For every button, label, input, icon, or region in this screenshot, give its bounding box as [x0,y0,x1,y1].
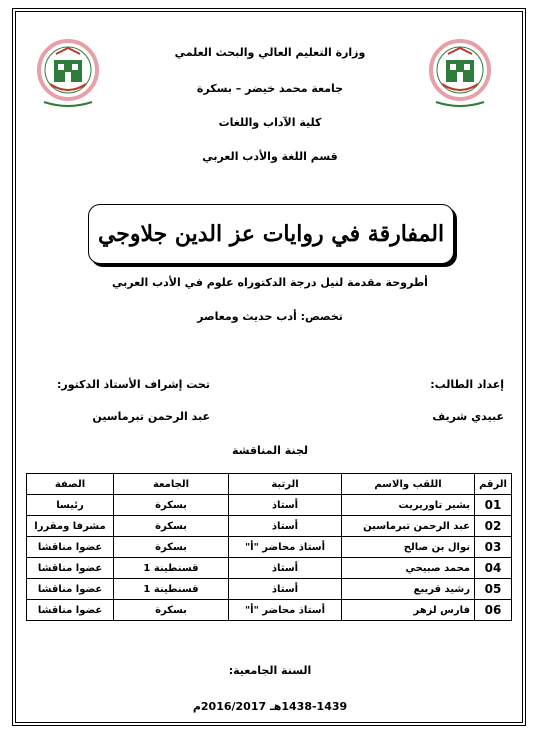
university-crest-icon [428,38,492,110]
thesis-specialty: تخصص: أدب حديث ومعاصر [197,310,343,323]
row-number: 03 [475,537,512,558]
row-number: 06 [475,600,512,621]
ministry-line: وزارة التعليم العالي والبحث العلمي [174,46,366,59]
member-university: بسكرة [114,600,229,621]
committee-heading: لجنة المناقشة [231,444,308,457]
member-role: عضوا مناقشا [27,600,114,621]
university-line: جامعة محمد خيضر – بسكرة [196,82,344,95]
member-role: عضوا مناقشا [27,579,114,600]
member-university: بسكرة [114,495,229,516]
academic-year-value: 1438-1439هـ 2016/2017م [192,700,348,713]
member-role: رئيسا [27,495,114,516]
member-rank: أستاذ [229,579,342,600]
committee-table [26,473,512,621]
row-number: 04 [475,558,512,579]
member-rank: أستاذ محاضر "أ" [229,600,342,621]
column-header: اللقب والاسم [342,474,475,495]
thesis-title: المفارقة في روايات عز الدين جلاوجي [88,204,454,264]
column-header: الرتبة [229,474,342,495]
faculty-line: كلية الآداب واللغات [218,116,322,129]
member-name: رشيد قريبع [342,579,475,600]
row-number: 05 [475,579,512,600]
table-row [27,495,512,516]
student-name: عبيدي شريف [432,410,504,423]
member-rank: أستاذ [229,516,342,537]
member-name: محمد صبيحي [342,558,475,579]
column-header: الجامعة [114,474,229,495]
student-label: إعداد الطالب: [430,378,504,391]
column-header: الصفة [27,474,114,495]
member-name: بشير تاوريريت [342,495,475,516]
table-row [27,579,512,600]
member-name: نوال بن صالح [342,537,475,558]
column-header: الرقم [475,474,512,495]
member-university: قسنطينة 1 [114,579,229,600]
table-header-row [27,474,512,495]
member-role: مشرفا ومقررا [27,516,114,537]
member-university: قسنطينة 1 [114,558,229,579]
member-rank: أستاذ [229,495,342,516]
supervisor-name: عبد الرحمن تبرماسين [92,410,210,423]
table-row [27,600,512,621]
table-row [27,516,512,537]
thesis-subtitle: أطروحة مقدمة لنيل درجة الدكتوراه علوم في الأدب العربي [112,276,428,289]
member-role: عضوا مناقشا [27,537,114,558]
member-rank: أستاذ محاضر "أ" [229,537,342,558]
member-university: بسكرة [114,537,229,558]
member-university: بسكرة [114,516,229,537]
member-name: عبد الرحمن تبرماسين [342,516,475,537]
row-number: 02 [475,516,512,537]
table-row [27,537,512,558]
member-rank: أستاذ [229,558,342,579]
member-role: عضوا مناقشا [27,558,114,579]
member-name: فارس لزهر [342,600,475,621]
department-line: قسم اللغة والأدب العربي [202,150,338,163]
supervisor-label: تحت إشراف الأستاذ الدكتور: [57,378,210,391]
university-crest-icon [36,38,100,110]
table-row [27,558,512,579]
row-number: 01 [475,495,512,516]
academic-year-label: السنة الجامعية: [228,664,312,677]
